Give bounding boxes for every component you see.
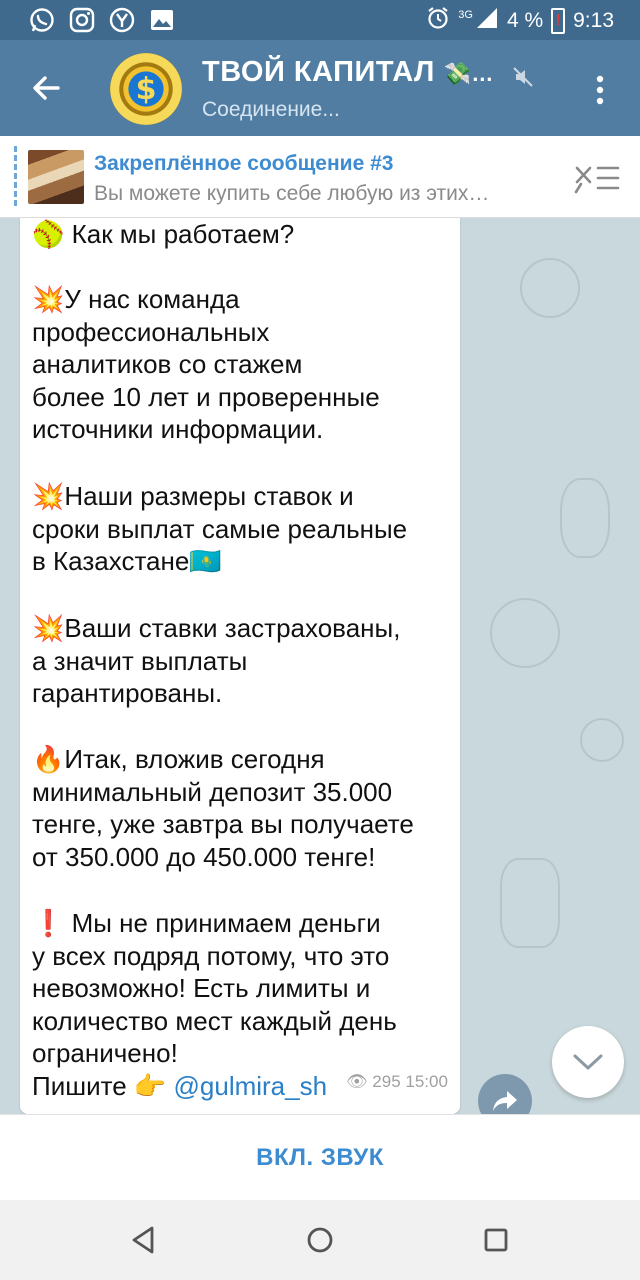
contact-link[interactable]: @gulmira_sh bbox=[173, 1070, 328, 1101]
message-line: 🥎 Как мы работаем? bbox=[32, 219, 295, 249]
contact-prefix: Пишите 👉 bbox=[32, 1070, 174, 1101]
message-line: более 10 лет и проверенные bbox=[32, 381, 380, 412]
wallpaper-doodle bbox=[520, 258, 580, 318]
signal-icon bbox=[475, 6, 499, 36]
wallpaper-doodle bbox=[580, 718, 624, 762]
message-line: минимальный депозит 35.000 bbox=[32, 776, 393, 807]
message-line: невозможно! Есть лимиты и bbox=[32, 973, 371, 1003]
message-line: 💥Наши размеры ставок и bbox=[32, 481, 354, 511]
unmute-button[interactable]: ВКЛ. ЗВУК bbox=[256, 1143, 384, 1171]
share-icon bbox=[491, 1089, 519, 1113]
message-line: гарантированы. bbox=[32, 678, 223, 708]
pinned-message-bar[interactable] bbox=[0, 136, 640, 218]
message-line: количество мест каждый день bbox=[32, 1005, 397, 1036]
channel-avatar[interactable] bbox=[110, 53, 182, 125]
nav-back-icon[interactable] bbox=[126, 1222, 162, 1258]
status-bar bbox=[0, 0, 640, 40]
message-line: аналитиков со стажем bbox=[32, 349, 303, 379]
nav-recents-icon[interactable] bbox=[478, 1222, 514, 1258]
message-line: источники информации. bbox=[32, 414, 324, 444]
message-line: 💥Ваши ставки застрахованы, bbox=[32, 613, 401, 643]
connection-status: Соединение... bbox=[202, 98, 340, 121]
message-line: ограничено! bbox=[32, 1038, 178, 1068]
chevron-down-icon bbox=[572, 1052, 604, 1072]
message-contact-line bbox=[32, 1070, 327, 1103]
avatar-symbol: $ bbox=[135, 71, 157, 107]
message-line: профессиональных bbox=[32, 316, 270, 347]
back-arrow-icon[interactable] bbox=[28, 70, 64, 106]
chat-title-text: ТВОЙ КАПИТАЛ bbox=[202, 56, 435, 88]
scroll-down-button[interactable] bbox=[552, 1026, 624, 1098]
wallpaper-doodle bbox=[490, 598, 560, 668]
message-bubble[interactable] bbox=[20, 218, 460, 1114]
message-line: ❗ Мы не принимаем деньги bbox=[32, 908, 381, 938]
battery-icon: ! bbox=[551, 8, 565, 34]
wallpaper-doodle bbox=[500, 858, 560, 948]
message-line: от 350.000 до 450.000 тенге! bbox=[32, 841, 376, 872]
unpin-icon[interactable] bbox=[574, 162, 620, 194]
pinned-thumbnail bbox=[28, 150, 84, 204]
pinned-title: Закреплённое сообщение #3 bbox=[94, 152, 394, 175]
bottom-action-bar bbox=[0, 1114, 640, 1200]
alarm-icon bbox=[426, 6, 450, 36]
instagram-icon bbox=[68, 6, 96, 34]
wallpaper-doodle bbox=[560, 478, 610, 558]
message-line: в Казахстане🇰🇿 bbox=[32, 546, 222, 576]
pinned-indicator bbox=[14, 146, 17, 208]
nav-home-icon[interactable] bbox=[302, 1222, 338, 1258]
whatsapp-icon bbox=[28, 6, 56, 34]
message-meta: 👁 295 15:00 bbox=[346, 1072, 448, 1091]
message-line: сроки выплат самые реальные bbox=[32, 513, 408, 544]
pinned-preview: Вы можете купить себе любую из этих… bbox=[94, 182, 490, 205]
yandex-icon bbox=[108, 6, 136, 34]
clock: 9:13 bbox=[573, 9, 614, 32]
message-line: а значит выплаты bbox=[32, 645, 248, 676]
gallery-icon bbox=[148, 6, 176, 34]
chat-header bbox=[0, 40, 640, 136]
network-type: 3G bbox=[458, 9, 473, 21]
battery-percent: 4 % bbox=[506, 9, 544, 32]
share-button[interactable] bbox=[478, 1074, 532, 1114]
message-line: у всех подряд потому, что это bbox=[32, 940, 390, 971]
message-line: 💥У нас команда bbox=[32, 284, 240, 314]
message-line: 🔥Итак, вложив сегодня bbox=[32, 744, 325, 774]
chat-title[interactable] bbox=[202, 56, 494, 89]
chat-title-emoji: 💸… bbox=[443, 61, 494, 86]
message-list[interactable] bbox=[0, 218, 640, 1114]
system-nav-bar bbox=[0, 1200, 640, 1280]
muted-icon bbox=[512, 66, 534, 88]
message-line: тенге, уже завтра вы получаете bbox=[32, 809, 414, 839]
more-vert-icon[interactable] bbox=[590, 74, 610, 106]
